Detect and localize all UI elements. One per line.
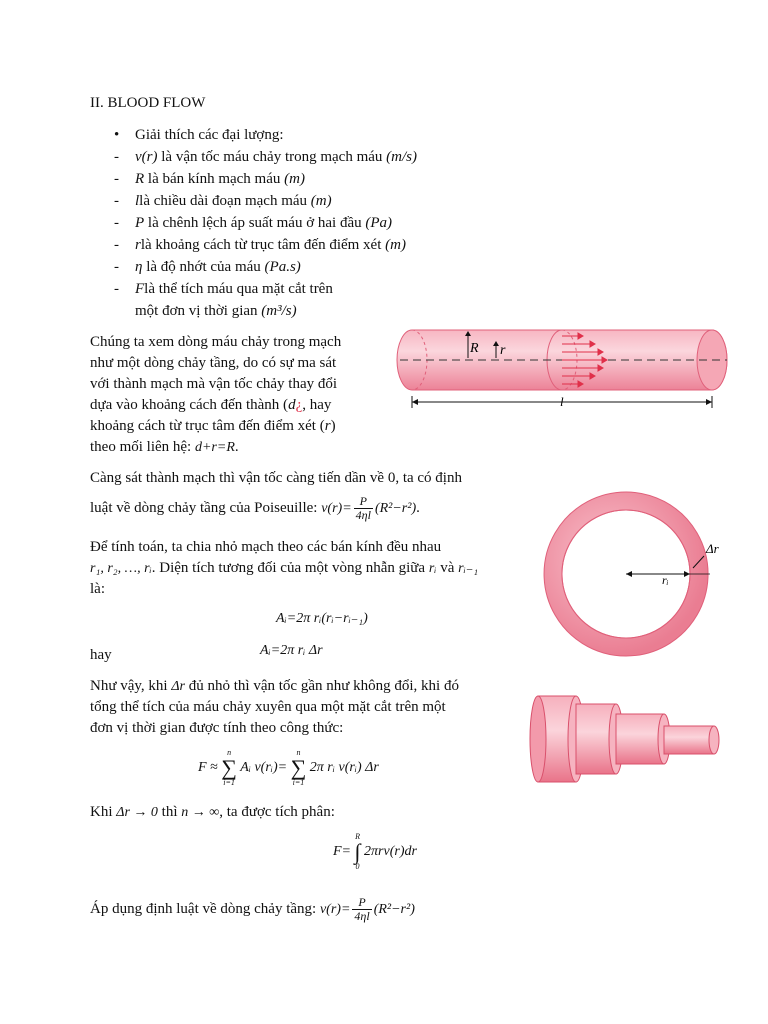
- item-symbol: P: [135, 215, 145, 231]
- text-line: là:: [90, 581, 105, 597]
- sum-lhs: F ≈: [198, 760, 218, 776]
- sigma-icon: ∑: [221, 755, 237, 780]
- sum-lower-limit: i=1: [292, 778, 305, 787]
- sum-upper-limit: n: [227, 748, 232, 757]
- stray-mark: ¿: [295, 397, 303, 413]
- item-text: là bán kính mạch máu: [144, 171, 285, 187]
- integral-upper-limit: R: [355, 832, 360, 841]
- item-unit: (Pa.s): [264, 259, 301, 275]
- item-symbol: R: [135, 171, 145, 187]
- text-span: và: [436, 560, 459, 576]
- text-line: [90, 437, 380, 458]
- integral-body: 2πrv(r)dr: [364, 844, 417, 860]
- sum-lower-limit: i=1: [223, 778, 235, 787]
- equation-sum: [198, 748, 379, 788]
- section-heading: II. BLOOD FLOW: [90, 95, 206, 111]
- list-item: - v(r) là vận tốc máu chảy trong mạch máu (m/s): [114, 149, 417, 165]
- item-symbol: l: [135, 193, 140, 209]
- math-sequence: r₁, r₂, …, rᵢ: [90, 561, 152, 576]
- sum-term-2: 2π rᵢ v(rᵢ) Δr: [309, 760, 379, 776]
- integral-lhs: F=: [333, 844, 351, 860]
- text-span: , hay: [302, 397, 332, 413]
- list-item: - P là chênh lệch áp suất máu ở hai đầu (Pa): [114, 215, 393, 231]
- fraction: [354, 495, 373, 522]
- math-rhs: (R²−r²): [373, 901, 415, 917]
- text-span: đủ nhỏ thì vận tốc gần như không đổi, khi đó: [185, 678, 459, 694]
- text-span: . Diện tích tương đối của một vòng nhẫn giữa: [151, 560, 429, 576]
- stepped-cylinder-figure: [526, 690, 726, 790]
- math-lhs: v(r)=: [321, 500, 352, 516]
- item-symbol: η: [135, 259, 143, 275]
- text-span: ): [330, 418, 336, 434]
- text-span: .: [416, 499, 420, 516]
- item-text: là chiều dài đoạn mạch máu: [139, 193, 311, 209]
- blood-vessel-figure: [392, 322, 732, 414]
- list-item: - rlà khoảng cách từ trục tâm đến điểm xét (m): [114, 237, 406, 253]
- math-symbol: rᵢ₋₁: [458, 561, 479, 576]
- bullet-icon: •: [114, 127, 120, 143]
- text-span: luật về dòng chảy tầng của Poiseuille:: [90, 499, 322, 516]
- item-text: là độ nhớt của máu: [142, 259, 265, 275]
- text-line: Càng sát thành mạch thì vận tốc càng tiến dần về 0, ta có định: [90, 470, 462, 486]
- item-symbol: r: [135, 237, 141, 253]
- fraction-denominator: 4ηl: [354, 909, 370, 923]
- integral-lower-limit: 0: [355, 862, 360, 871]
- text-span: thì: [157, 804, 182, 820]
- label-delta-r: Δr: [706, 541, 719, 556]
- equation-integral: [333, 832, 417, 872]
- math-relation: d+r=R: [194, 440, 235, 455]
- list-item: - η là độ nhớt của máu (Pa.s): [114, 259, 301, 275]
- sum-term-1: Aᵢ v(rᵢ)=: [240, 760, 288, 776]
- item-text: là khoảng cách từ trục tâm đến điểm xét: [140, 237, 386, 253]
- text-span: dựa vào khoảng cách đến thành (: [90, 397, 289, 413]
- item-unit: (m³/s): [261, 303, 297, 319]
- text-line: [90, 676, 459, 697]
- ring-figure: [540, 488, 730, 660]
- item-text: là chênh lệch áp suất máu ở hai đầu: [144, 215, 366, 231]
- text-span: Áp dụng định luật về dòng chảy tầng:: [90, 900, 320, 917]
- math-symbol: d: [288, 397, 296, 413]
- list-item: - R là bán kính mạch máu (m): [114, 171, 305, 187]
- text-line: như một dòng chảy tầng, do có sự ma sát: [90, 355, 337, 371]
- text-span: Như vậy, khi: [90, 678, 172, 694]
- text-line: Chúng ta xem dòng máu chảy trong mạch: [90, 334, 342, 350]
- item-unit: (m/s): [386, 149, 417, 165]
- item-text: một đơn vị thời gian: [135, 303, 262, 319]
- math-rhs: (R²−r²): [374, 500, 417, 516]
- fraction: [352, 896, 371, 923]
- text-line: tổng thể tích của máu chảy xuyên qua một mặt cắt trên một: [90, 699, 446, 715]
- item-text: là vận tốc máu chảy trong mạch máu: [157, 149, 387, 165]
- paragraph-laminar: [90, 332, 380, 458]
- text-span: , ta được tích phân:: [219, 804, 335, 820]
- equation-area-2: Aᵢ=2π rᵢ Δr: [260, 643, 323, 658]
- math-lhs: v(r)=: [319, 901, 351, 917]
- quantity-list: [90, 124, 417, 322]
- integral-symbol: [355, 832, 361, 872]
- list-item-continuation: [90, 300, 417, 322]
- item-symbol: F: [135, 281, 145, 297]
- text-line-final: [90, 896, 415, 923]
- item-symbol: v(r): [135, 149, 158, 165]
- text-line: [90, 416, 380, 437]
- sum-upper-limit: n: [296, 748, 301, 757]
- math-symbol: r: [324, 418, 331, 434]
- item-unit: (Pa): [365, 215, 393, 231]
- text-span: .: [234, 439, 239, 455]
- item-unit: (m): [385, 237, 406, 253]
- sum-symbol: [221, 748, 237, 788]
- list-title-text: Giải thích các đại lượng:: [135, 127, 284, 143]
- sigma-icon: ∑: [290, 755, 307, 780]
- sum-symbol: [291, 748, 307, 788]
- math-limit: n → ∞: [181, 805, 220, 820]
- item-unit: (m): [284, 171, 305, 187]
- label-ri: rᵢ: [662, 573, 669, 587]
- stepped-cylinders: [530, 696, 719, 782]
- list-item: - Flà thể tích máu qua mặt cắt trên: [114, 281, 333, 297]
- list-title: [90, 124, 417, 146]
- fraction-numerator: P: [354, 495, 373, 509]
- text-line-poiseuille: [90, 495, 420, 522]
- text-line: đơn vị thời gian được tính theo công thức:: [90, 720, 344, 736]
- text-line: [90, 395, 380, 416]
- integral-icon: ∫: [354, 839, 361, 864]
- text-line-rings: [90, 558, 478, 579]
- math-symbol: rᵢ: [428, 561, 437, 576]
- text-line-limit: [90, 802, 335, 823]
- fraction-denominator: 4ηl: [355, 508, 371, 522]
- text-span: khoảng cách từ trục tâm đến điểm xét (: [90, 418, 325, 434]
- text-span: Khi: [90, 804, 117, 820]
- list-item: - llà chiều dài đoạn mạch máu (m): [114, 193, 332, 209]
- item-text: là thể tích máu qua mặt cắt trên: [144, 281, 333, 297]
- math-symbol: Δr: [171, 679, 185, 694]
- math-limit: Δr → 0: [116, 805, 158, 820]
- label-l: l: [560, 394, 564, 409]
- label-r: r: [500, 343, 506, 358]
- item-unit: (m): [310, 193, 332, 209]
- text-line: với thành mạch mà vận tốc chảy thay đổi: [90, 376, 338, 392]
- fraction-numerator: P: [352, 896, 371, 910]
- text-line: Để tính toán, ta chia nhỏ mạch theo các bán kính đều nhau: [90, 539, 442, 555]
- label-R: R: [470, 341, 479, 356]
- hay-label: hay: [90, 647, 112, 663]
- text-span: theo mối liên hệ:: [90, 439, 195, 455]
- equation-area-1: Aᵢ=2π rᵢ(rᵢ−rᵢ₋₁): [276, 611, 368, 626]
